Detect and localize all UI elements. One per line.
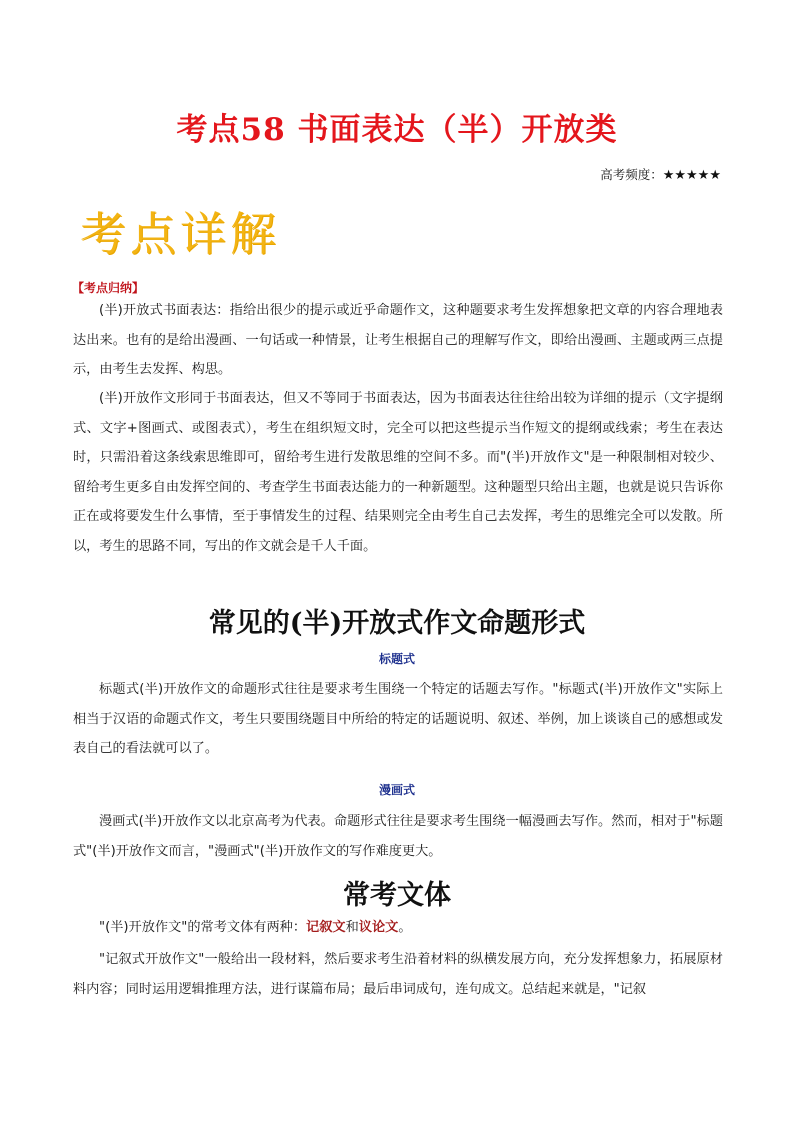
star-rating: ★★★★★: [662, 168, 721, 183]
genres-conjunction: 和: [345, 920, 359, 935]
genres-paragraph-1: [73, 913, 723, 943]
frequency-rating: [600, 165, 721, 183]
genre-argumentative: 议论文: [358, 920, 399, 935]
section-tag: 【考点归纳】: [72, 281, 145, 295]
form-title-1: 标题式: [378, 652, 415, 666]
genre-narrative: 记叙文: [306, 920, 346, 935]
forms-heading: 常见的(半)开放式作文命题形式: [208, 608, 586, 639]
form-paragraph-2: 漫画式(半)开放作文以北京高考为代表。命题形式往往是要求考生围绕一幅漫画去写作。然而，相对于"标题式"(半)开放作文而言，"漫画式"(半)开放作文的写作难度更大。: [73, 814, 723, 859]
section-banner: 考点详解: [80, 207, 280, 261]
genres-intro-text: "(半)开放作文"的常考文体有两种：: [99, 920, 307, 935]
frequency-label: 高考频度：: [600, 167, 663, 182]
genres-paragraph-2: "记叙式开放作文"一般给出一段材料，然后要求考生沿着材料的纵横发展方向，充分发挥想象力，拓展原材料内容；同时运用逻辑推理方法，进行谋篇布局；最后串词成句，连句成文。总结起来就是，"记叙: [73, 952, 723, 997]
intro-paragraph-2: (半)开放作文形同于书面表达，但又不等同于书面表达，因为书面表达往往给出较为详细的提示（文字提纲式、文字+图画式、或图表式），考生在组织短文时，完全可以把这些提示当作短文的提纲或线索；考生在表达时，只需沿着这条线索思维即可，留给考生进行发散思维的空间不多。而"(半)开放作文"是一种限制相对较少、留给考生更多自由发挥空间的、考查学生书面表达能力的一种新题型。这种题型只给出主题，也就是说只告诉你正在或将要发生什么事情，至于事情发生的过程、结果则完全由考生自己去发挥，考生的思维完全可以发散。所以，考生的思路不同，写出的作文就会是千人千面。: [73, 391, 723, 554]
form-title-2: 漫画式: [378, 783, 415, 797]
genres-period: 。: [398, 920, 412, 935]
page-title: 考点58 书面表达（半）开放类: [176, 112, 618, 148]
genres-heading: 常考文体: [343, 880, 451, 911]
form-paragraph-1: 标题式(半)开放作文的命题形式往往是要求考生围绕一个特定的话题去写作。"标题式(半)开放作文"实际上相当于汉语的命题式作文，考生只要围绕题目中所给的特定的话题说明、叙述、举例，加上谈谈自己的感想或发表自己的看法就可以了。: [73, 682, 723, 756]
intro-paragraph-1: (半)开放式书面表达：指给出很少的提示或近乎命题作文，这种题要求考生发挥想象把文章的内容合理地表达出来。也有的是给出漫画、一句话或一种情景，让考生根据自己的理解写作文，即给出漫画、主题或两三点提示，由考生去发挥、构思。: [73, 303, 723, 377]
